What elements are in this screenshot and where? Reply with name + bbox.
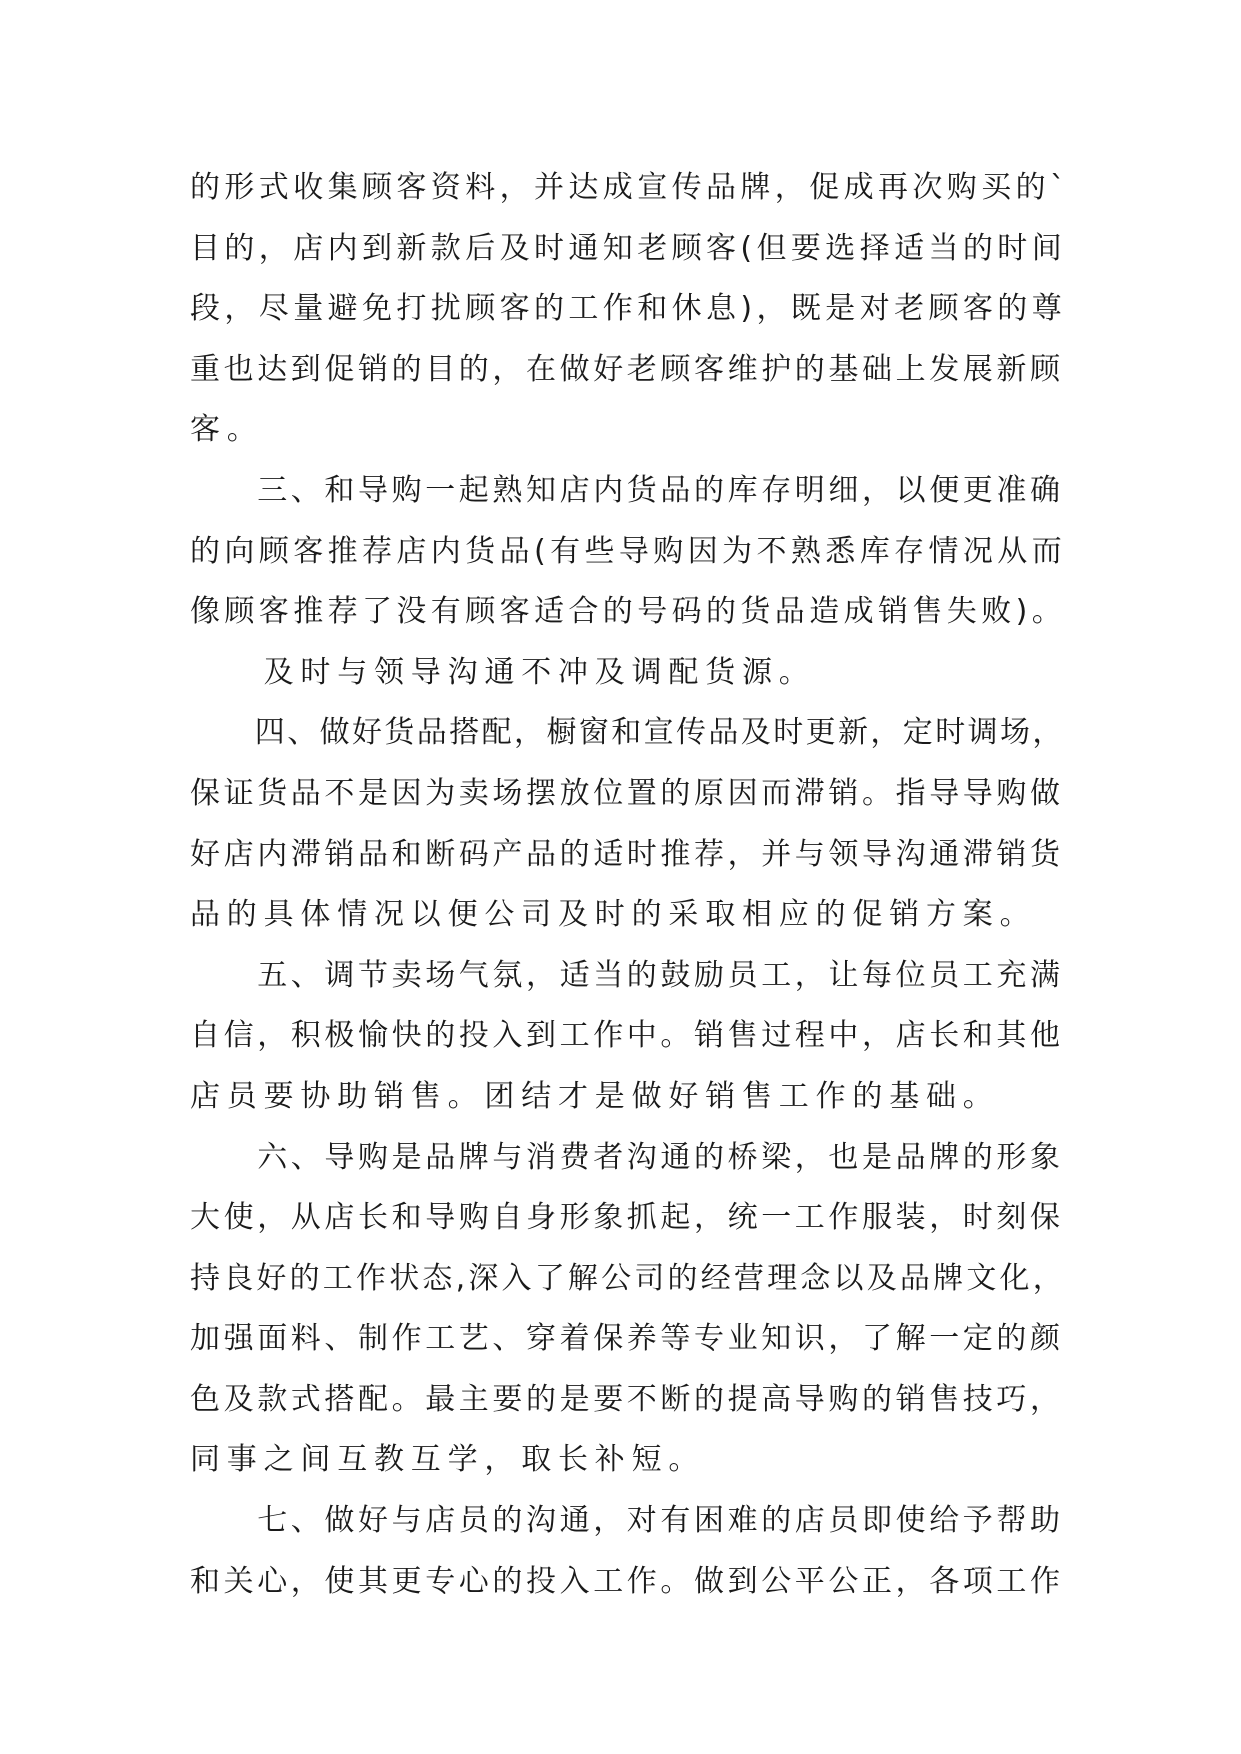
text-line: 自信，积极愉快的投入到工作中。销售过程中，店长和其他 [190, 1018, 1064, 1054]
document-body [190, 158, 1070, 1612]
text-line: 五、调节卖场气氛，适当的鼓励员工，让每位员工充满 [190, 957, 1064, 993]
text-line: 好店内滞销品和断码产品的适时推荐，并与领导沟通滞销货 [190, 836, 1064, 872]
text-line: 的向顾客推荐店内货品(有些导购因为不熟悉库存情况从而 [190, 533, 1067, 569]
text-line: 加强面料、制作工艺、穿着保养等专业知识，了解一定的颜 [190, 1321, 1064, 1357]
text-line: 目的，店内到新款后及时通知老顾客(但要选择适当的时间 [190, 230, 1067, 266]
text-line: 色及款式搭配。最主要的是要不断的提高导购的销售技巧， [190, 1381, 1064, 1417]
text-line: 及时与领导沟通不冲及调配货源。 [190, 654, 816, 690]
text-line: 持良好的工作状态,深入了解公司的经营理念以及品牌文化， [190, 1260, 1066, 1296]
text-line: 六、导购是品牌与消费者沟通的桥梁，也是品牌的形象 [190, 1139, 1064, 1175]
text-line: 和关心，使其更专心的投入工作。做到公平公正，各项工作 [190, 1563, 1064, 1599]
text-line: 店员要协助销售。团结才是做好销售工作的基础。 [190, 1078, 1000, 1114]
text-line: 重也达到促销的目的，在做好老顾客维护的基础上发展新顾 [190, 351, 1064, 387]
text-line: 段，尽量避免打扰顾客的工作和休息)，既是对老顾客的尊 [190, 291, 1067, 327]
text-line: 四、做好货品搭配，橱窗和宣传品及时更新，定时调场， [190, 715, 1065, 751]
text-line: 保证货品不是因为卖场摆放位置的原因而滞销。指导导购做 [190, 775, 1064, 811]
text-line: 像顾客推荐了没有顾客适合的号码的货品造成销售失败)。 [190, 594, 1067, 630]
text-line: 的形式收集顾客资料，并达成宣传品牌，促成再次购买的` [190, 170, 1070, 205]
text-line: 客。 [190, 412, 264, 448]
text-line: 品的具体情况以便公司及时的采取相应的促销方案。 [190, 897, 1037, 933]
text-line: 七、做好与店员的沟通，对有困难的店员即使给予帮助 [190, 1503, 1064, 1539]
text-line: 同事之间互教互学，取长补短。 [190, 1442, 706, 1478]
text-line: 大使，从店长和导购自身形象抓起，统一工作服装，时刻保 [190, 1200, 1064, 1236]
text-line: 三、和导购一起熟知店内货品的库存明细，以便更准确 [190, 472, 1064, 508]
